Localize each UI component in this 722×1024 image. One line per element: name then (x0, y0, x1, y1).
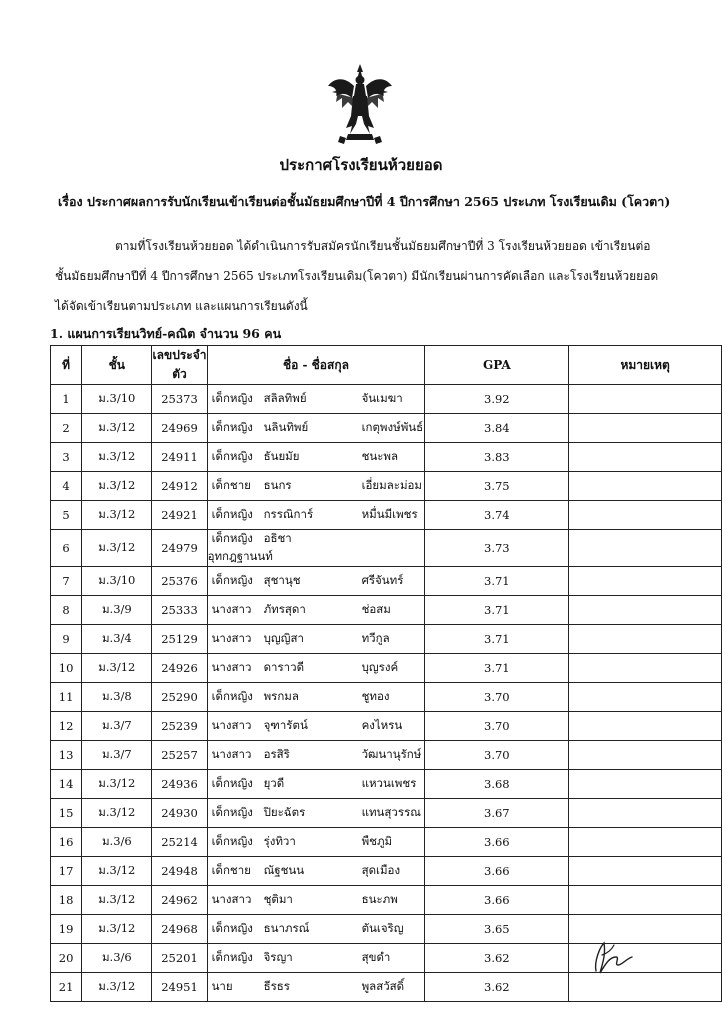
row-remark (569, 683, 722, 712)
row-gpa: 3.68 (425, 770, 569, 799)
row-name-prefix: เด็กหญิง (211, 449, 253, 463)
table-row (51, 857, 722, 886)
row-remark (569, 712, 722, 741)
row-number: 14 (51, 770, 82, 799)
row-last-name: ชูทอง (361, 689, 390, 703)
table-row (51, 828, 722, 857)
row-first-name: บุญญิสา (263, 631, 304, 645)
row-full-name (207, 654, 425, 683)
row-last-name: พูลสวัสดิ์ (361, 979, 405, 993)
row-first-name: จิรญา (263, 950, 293, 964)
row-number: 5 (51, 501, 82, 530)
table-row (51, 472, 722, 501)
row-last-name: เกตุพงษ์พันธ์ (361, 420, 424, 434)
row-gpa: 3.75 (425, 472, 569, 501)
row-class: ม.3/4 (82, 625, 152, 654)
row-name-prefix: เด็กหญิง (211, 689, 253, 703)
row-name-prefix: เด็กหญิง (211, 834, 253, 848)
table-row (51, 596, 722, 625)
row-last-name: แหวนเพชร (361, 776, 417, 790)
row-number: 10 (51, 654, 82, 683)
row-name-prefix: นางสาว (211, 718, 252, 732)
row-student-id: 25333 (152, 596, 207, 625)
row-number: 7 (51, 567, 82, 596)
row-number: 3 (51, 443, 82, 472)
table-row (51, 654, 722, 683)
table-row (51, 886, 722, 915)
row-full-name (207, 443, 425, 472)
column-header-class: ชั้น (82, 346, 152, 385)
column-header-student-id: เลขประจำตัว (152, 346, 207, 385)
row-gpa: 3.71 (425, 625, 569, 654)
row-last-name: สุดเมือง (361, 863, 401, 877)
row-class: ม.3/8 (82, 683, 152, 712)
row-remark (569, 530, 722, 567)
row-full-name (207, 770, 425, 799)
row-remark (569, 799, 722, 828)
row-class: ม.3/12 (82, 530, 152, 567)
row-student-id: 25239 (152, 712, 207, 741)
row-student-id: 24968 (152, 915, 207, 944)
row-name-prefix: เด็กชาย (211, 863, 251, 877)
column-header-remark: หมายเหตุ (569, 346, 722, 385)
row-full-name (207, 712, 425, 741)
garuda-emblem-icon (326, 62, 394, 144)
row-full-name (207, 741, 425, 770)
row-remark (569, 443, 722, 472)
intro-paragraph-line-3: ได้จัดเข้าเรียนตามประเภท และแผนการเรียนดังนี้ (55, 299, 308, 313)
row-gpa: 3.73 (425, 530, 569, 567)
row-gpa: 3.71 (425, 654, 569, 683)
announcement-subject: เรื่อง ประกาศผลการรับนักเรียนเข้าเรียนต่อชั้นมัธยมศึกษาปีที่ 4 ปีการศึกษา 2565 ประเภท โรงเรียนเดิม (โควตา) (58, 194, 671, 209)
row-first-name: ธันยมัย (263, 449, 300, 463)
row-full-name (207, 944, 425, 973)
row-class: ม.3/12 (82, 857, 152, 886)
row-student-id: 24930 (152, 799, 207, 828)
row-full-name (207, 567, 425, 596)
row-remark (569, 741, 722, 770)
row-first-name: ชุติมา (263, 892, 293, 906)
row-full-name (207, 857, 425, 886)
section-heading: 1. แผนการเรียนวิทย์-คณิต จำนวน 96 คน (50, 326, 282, 341)
row-first-name: กรรณิการ์ (263, 507, 314, 521)
row-full-name (207, 915, 425, 944)
row-last-name: คงไหรน (361, 718, 403, 732)
row-name-prefix: เด็กหญิง (211, 921, 253, 935)
row-last-name: วัฒนานุรักษ์ (361, 747, 422, 761)
row-full-name (207, 501, 425, 530)
row-remark (569, 596, 722, 625)
row-first-name: อรสิริ (263, 747, 290, 761)
row-last-name: เอี่ยมละม่อม (361, 478, 423, 492)
row-class: ม.3/10 (82, 385, 152, 414)
row-number: 20 (51, 944, 82, 973)
row-first-name: ดาราวดี (263, 660, 305, 674)
row-student-id: 24912 (152, 472, 207, 501)
row-remark (569, 414, 722, 443)
table-row (51, 741, 722, 770)
row-student-id: 24921 (152, 501, 207, 530)
row-last-name: หมื่นมีเพชร (361, 507, 418, 521)
table-row (51, 385, 722, 414)
row-name-prefix: นางสาว (211, 631, 252, 645)
row-student-id: 24962 (152, 886, 207, 915)
row-student-id: 24926 (152, 654, 207, 683)
row-class: ม.3/7 (82, 741, 152, 770)
row-remark (569, 472, 722, 501)
row-first-name: ภัทรสุดา (263, 602, 306, 616)
row-class: ม.3/12 (82, 799, 152, 828)
row-class: ม.3/9 (82, 596, 152, 625)
row-remark (569, 770, 722, 799)
row-last-name: บุญรงค์ (361, 660, 399, 674)
row-gpa: 3.65 (425, 915, 569, 944)
row-full-name (207, 414, 425, 443)
row-last-name: ช่อสม (361, 602, 391, 616)
row-full-name (207, 472, 425, 501)
row-student-id: 25376 (152, 567, 207, 596)
row-last-name: ธนะภพ (361, 892, 398, 906)
row-class: ม.3/12 (82, 915, 152, 944)
row-class: ม.3/12 (82, 654, 152, 683)
row-last-name: ศรีจันทร์ (361, 573, 404, 587)
table-row (51, 683, 722, 712)
row-gpa: 3.71 (425, 596, 569, 625)
row-name-prefix: เด็กหญิง (211, 507, 253, 521)
row-gpa: 3.67 (425, 799, 569, 828)
table-row (51, 501, 722, 530)
intro-paragraph-line-1: ตามที่โรงเรียนห้วยยอด ได้ดำเนินการรับสมัครนักเรียนชั้นมัธยมศึกษาปีที่ 3 โรงเรียนห้วยยอด เข้าเรียนต่อ (115, 239, 651, 253)
row-full-name (207, 799, 425, 828)
row-gpa: 3.66 (425, 857, 569, 886)
row-full-name (207, 828, 425, 857)
row-first-name: รุ่งทิวา (263, 834, 296, 848)
row-class: ม.3/12 (82, 443, 152, 472)
row-class: ม.3/12 (82, 886, 152, 915)
table-row (51, 530, 722, 567)
row-first-name: พรกมล (263, 689, 299, 703)
row-full-name (207, 596, 425, 625)
row-gpa: 3.84 (425, 414, 569, 443)
row-remark (569, 567, 722, 596)
row-name-prefix: เด็กหญิง (211, 573, 253, 587)
row-last-name: ชนะพล (361, 449, 399, 463)
row-first-name: สลิลทิพย์ (263, 391, 307, 405)
row-student-id: 24948 (152, 857, 207, 886)
row-class: ม.3/10 (82, 567, 152, 596)
row-number: 4 (51, 472, 82, 501)
row-student-id: 25201 (152, 944, 207, 973)
table-row (51, 567, 722, 596)
row-first-name: ปิยะฉัตร (263, 805, 306, 819)
row-full-name (207, 683, 425, 712)
row-number: 19 (51, 915, 82, 944)
row-remark (569, 828, 722, 857)
student-table (50, 345, 722, 1002)
row-first-name: อธิชา (263, 531, 292, 545)
row-number: 17 (51, 857, 82, 886)
row-number: 12 (51, 712, 82, 741)
row-gpa: 3.66 (425, 828, 569, 857)
row-name-prefix: เด็กหญิง (211, 805, 253, 819)
intro-paragraph-line-2: ชั้นมัธยมศึกษาปีที่ 4 ปีการศึกษา 2565 ประเภทโรงเรียนเดิม(โควตา) มีนักเรียนผ่านการคัดเลือก และโรงเรียนห้วยยอด (55, 269, 659, 283)
handwritten-signature-icon (590, 935, 636, 977)
row-last-name: ตันเจริญ (361, 921, 404, 935)
row-remark (569, 385, 722, 414)
announcement-title: ประกาศโรงเรียนห้วยยอด (279, 156, 443, 174)
row-student-id: 25373 (152, 385, 207, 414)
row-first-name: ธีรธร (263, 979, 290, 993)
row-student-id: 25214 (152, 828, 207, 857)
row-number: 11 (51, 683, 82, 712)
row-first-name: นลินทิพย์ (263, 420, 309, 434)
row-number: 8 (51, 596, 82, 625)
row-name-prefix: นางสาว (211, 747, 252, 761)
row-number: 13 (51, 741, 82, 770)
row-last-name: แทนสุวรรณ (361, 805, 421, 819)
row-full-name (207, 886, 425, 915)
row-first-name: ธนาภรณ์ (263, 921, 310, 935)
row-full-name (207, 973, 425, 1002)
row-number: 2 (51, 414, 82, 443)
row-student-id: 24936 (152, 770, 207, 799)
row-gpa: 3.70 (425, 741, 569, 770)
table-row (51, 770, 722, 799)
row-student-id: 25129 (152, 625, 207, 654)
row-name-prefix: เด็กหญิง (211, 950, 253, 964)
row-gpa: 3.62 (425, 973, 569, 1002)
row-class: ม.3/6 (82, 828, 152, 857)
row-number: 16 (51, 828, 82, 857)
column-header-gpa: GPA (425, 346, 569, 385)
table-row (51, 443, 722, 472)
column-header-name: ชื่อ - ชื่อสกุล (207, 346, 425, 385)
row-remark (569, 654, 722, 683)
row-name-prefix: นาย (211, 979, 233, 993)
table-row (51, 799, 722, 828)
row-remark (569, 625, 722, 654)
row-last-name: อุทกฎฐานนท์ (207, 549, 273, 563)
table-header-row (51, 346, 722, 385)
row-last-name: ทวีกูล (361, 631, 390, 645)
row-class: ม.3/12 (82, 770, 152, 799)
row-student-id: 24951 (152, 973, 207, 1002)
row-student-id: 24969 (152, 414, 207, 443)
row-name-prefix: เด็กหญิง (211, 531, 253, 545)
row-number: 6 (51, 530, 82, 567)
row-remark (569, 857, 722, 886)
row-number: 21 (51, 973, 82, 1002)
row-full-name (207, 385, 425, 414)
row-name-prefix: นางสาว (211, 602, 252, 616)
row-name-prefix: นางสาว (211, 892, 252, 906)
row-last-name: จันเมฆา (361, 391, 403, 405)
row-first-name: สุชานุช (263, 573, 301, 587)
row-last-name: พืชภูมิ (361, 834, 393, 848)
row-first-name: ยุวดี (263, 776, 285, 790)
row-class: ม.3/12 (82, 501, 152, 530)
row-gpa: 3.66 (425, 886, 569, 915)
row-student-id: 24979 (152, 530, 207, 567)
row-student-id: 25257 (152, 741, 207, 770)
row-name-prefix: เด็กหญิง (211, 420, 253, 434)
row-name-prefix: เด็กหญิง (211, 391, 253, 405)
row-gpa: 3.83 (425, 443, 569, 472)
row-full-name (207, 530, 425, 567)
table-row (51, 712, 722, 741)
row-gpa: 3.74 (425, 501, 569, 530)
row-last-name: สุขดำ (361, 950, 391, 964)
row-number: 9 (51, 625, 82, 654)
row-first-name: ณัฐชนน (263, 863, 305, 877)
row-remark (569, 886, 722, 915)
row-number: 15 (51, 799, 82, 828)
row-full-name (207, 625, 425, 654)
table-row (51, 625, 722, 654)
row-class: ม.3/7 (82, 712, 152, 741)
row-class: ม.3/12 (82, 973, 152, 1002)
row-gpa: 3.71 (425, 567, 569, 596)
row-class: ม.3/12 (82, 414, 152, 443)
row-first-name: จุฑารัตน์ (263, 718, 308, 732)
row-name-prefix: นางสาว (211, 660, 252, 674)
row-gpa: 3.92 (425, 385, 569, 414)
row-remark (569, 501, 722, 530)
row-class: ม.3/12 (82, 472, 152, 501)
row-student-id: 25290 (152, 683, 207, 712)
row-student-id: 24911 (152, 443, 207, 472)
row-name-prefix: เด็กชาย (211, 478, 251, 492)
row-name-prefix: เด็กหญิง (211, 776, 253, 790)
column-header-no: ที่ (51, 346, 82, 385)
row-gpa: 3.62 (425, 944, 569, 973)
row-gpa: 3.70 (425, 712, 569, 741)
row-number: 18 (51, 886, 82, 915)
row-class: ม.3/6 (82, 944, 152, 973)
row-gpa: 3.70 (425, 683, 569, 712)
table-row (51, 414, 722, 443)
row-first-name: ธนกร (263, 478, 292, 492)
row-number: 1 (51, 385, 82, 414)
